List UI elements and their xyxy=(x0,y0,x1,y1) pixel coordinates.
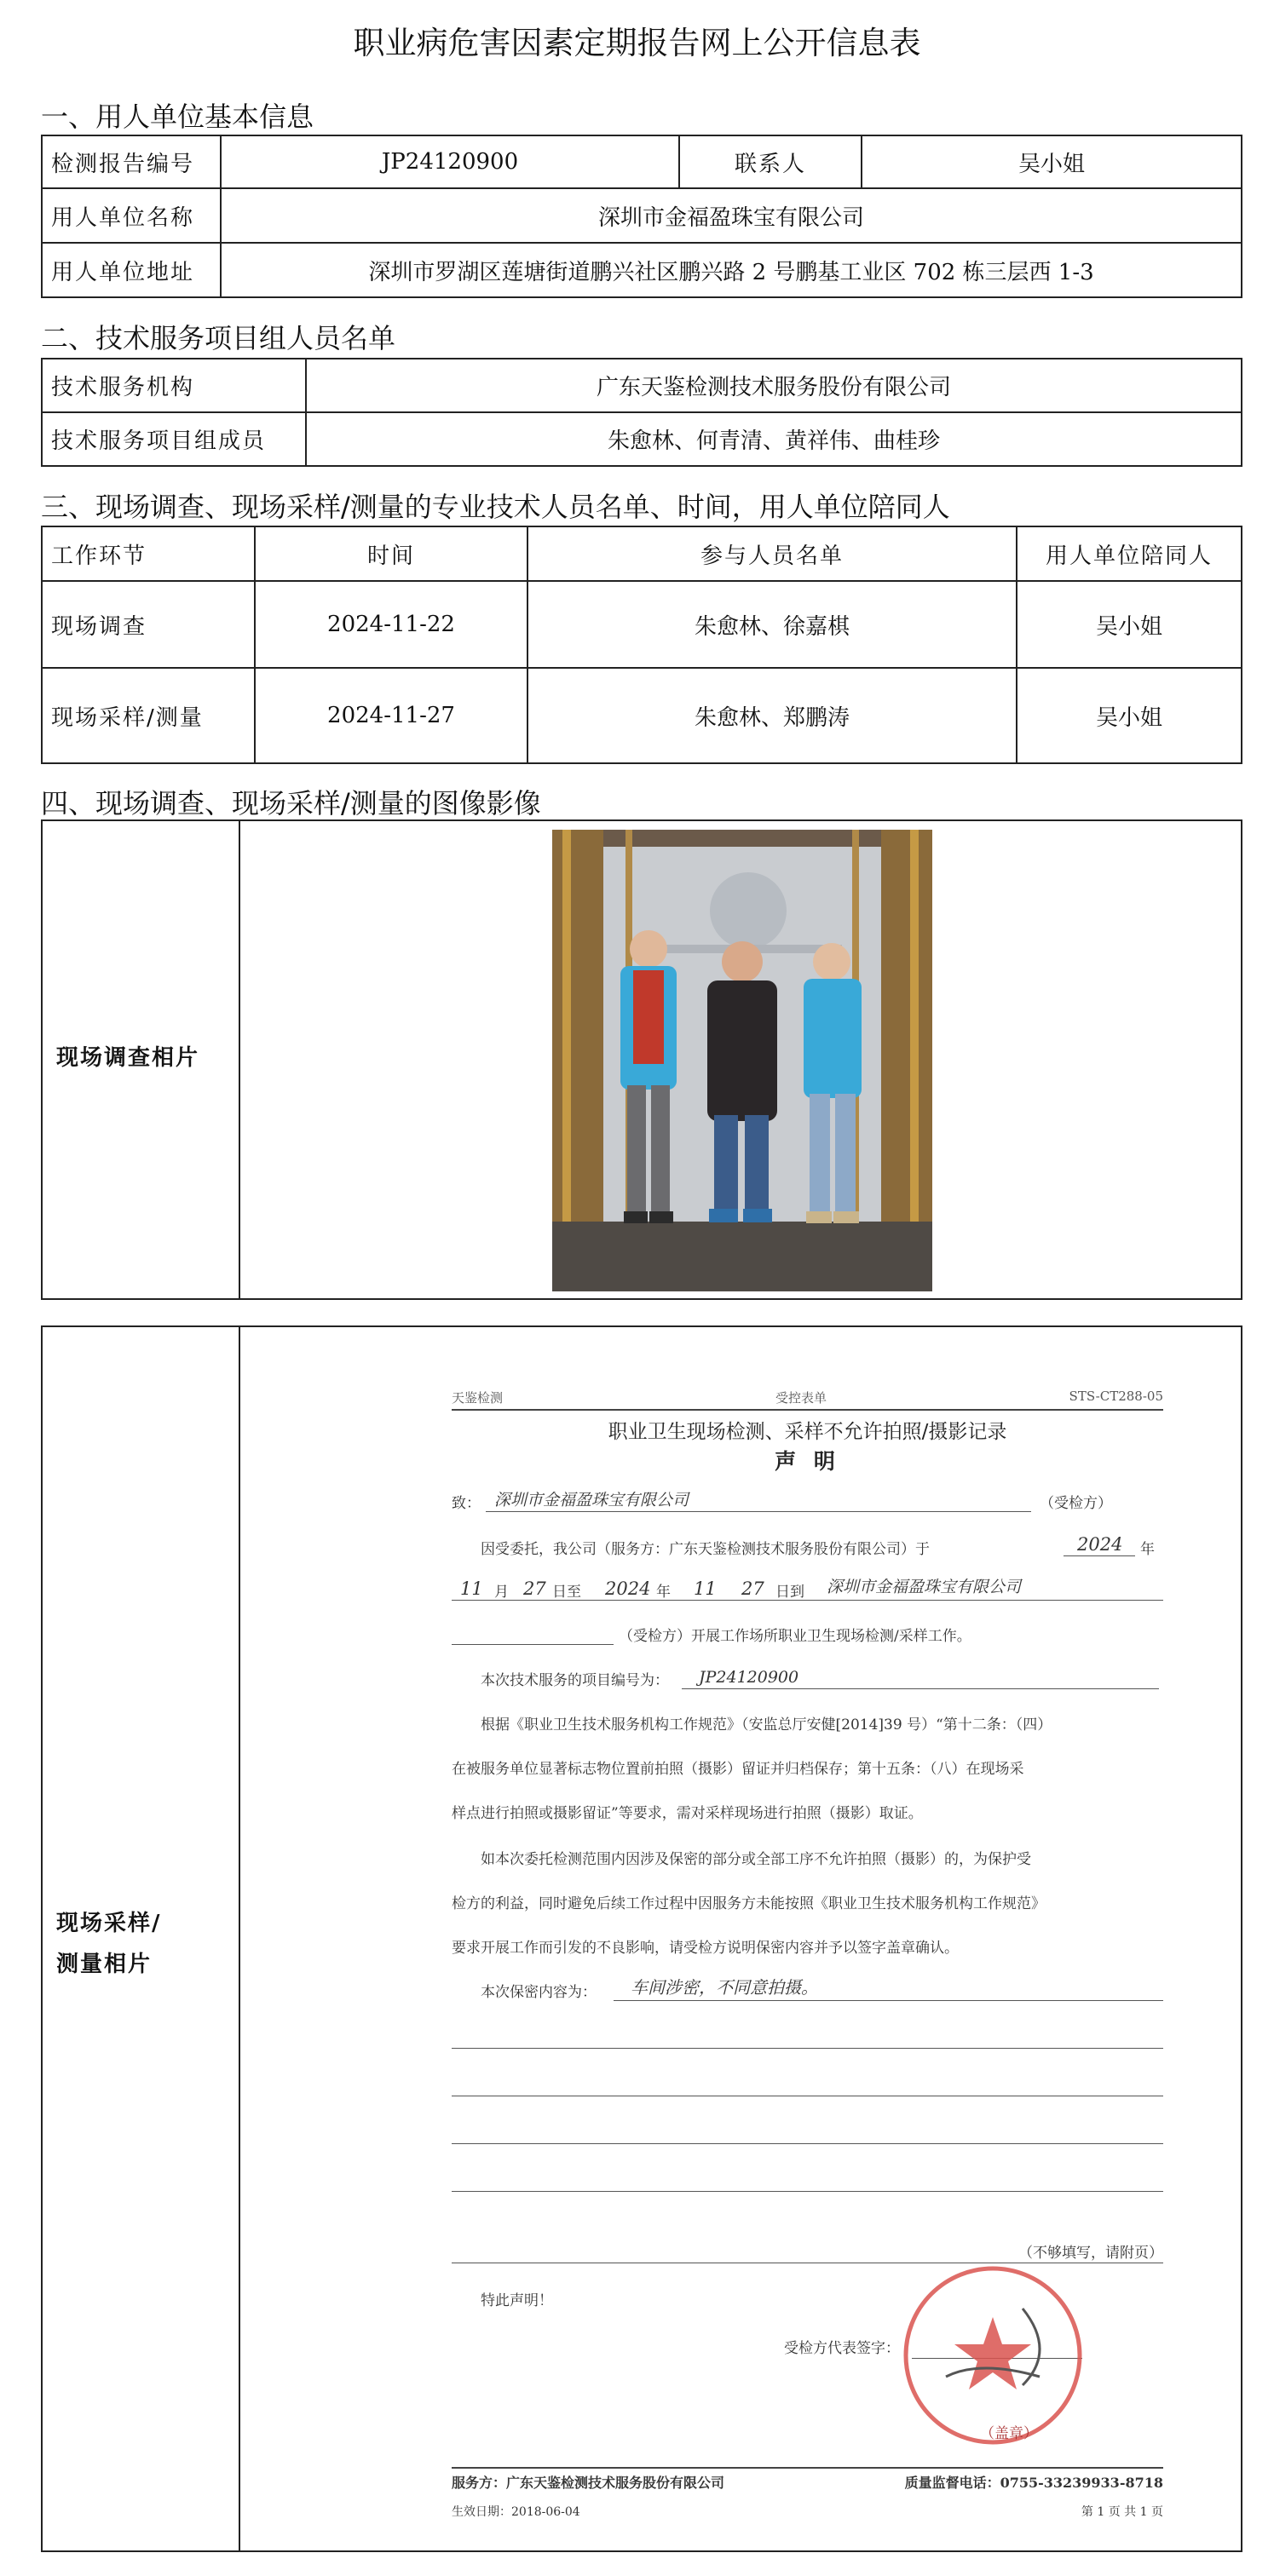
effective-date: 生效日期：2018-06-04 xyxy=(452,2505,580,2519)
table-row xyxy=(42,668,1242,763)
footer-right: 质量监督电话：0755-33239933-8718 xyxy=(904,2475,1163,2491)
org-value: 广东天鉴检测技术服务股份有限公司 xyxy=(306,359,1242,412)
form-title: 职业卫生现场检测、采样不允许拍照/摄影记录 xyxy=(608,1421,1007,1443)
day2-hand: 27 xyxy=(741,1578,764,1599)
place-handwritten: 深圳市金福盈珠宝有限公司 xyxy=(827,1578,1022,1596)
to-prefix: 致： xyxy=(452,1495,481,1512)
p4-a: 如本次委托检测范围内因涉及保密的部分或全部工序不允许拍照（摄影）的，为保护受 xyxy=(481,1851,1031,1868)
table-row xyxy=(42,581,1242,668)
secret-line-5 xyxy=(452,2191,1163,2192)
sampling-photo-label-cell xyxy=(43,1327,240,2550)
secret-handwritten: 车间涉密，不同意拍摄。 xyxy=(631,1977,818,1998)
personnel-table xyxy=(41,526,1242,764)
p1-b: 年 xyxy=(1140,1541,1155,1558)
p5: 本次保密内容为： xyxy=(481,1984,597,2001)
section1-heading: 一、用人单位基本信息 xyxy=(41,101,314,133)
address-value: 深圳市罗湖区莲塘街道鹏兴社区鹏兴路 2 号鹏基工业区 702 栋三层西 1-3 xyxy=(221,243,1242,297)
month2-hand: 11 xyxy=(694,1578,717,1599)
survey-photo-box xyxy=(41,819,1242,1300)
p2: 本次技术服务的项目编号为： xyxy=(481,1672,669,1689)
p4-b: 检方的利益，同时避免后续工作过程中因服务方未能按照《职业卫生技术服务机构工作规范》 xyxy=(452,1895,1046,1912)
section2-heading: 二、技术服务项目组人员名单 xyxy=(41,322,396,354)
sampling-photo-box xyxy=(41,1325,1242,2552)
members-value: 朱愈林、何青清、黄祥伟、曲桂珍 xyxy=(306,412,1242,466)
p1-d: 日至 xyxy=(552,1584,581,1601)
basic-info-table xyxy=(41,135,1242,298)
address-label: 用人单位地址 xyxy=(42,243,221,297)
form-note: （不够填写，请附页） xyxy=(1018,2245,1163,2262)
company-label: 用人单位名称 xyxy=(42,188,221,243)
report-no-value: JP24120900 xyxy=(221,135,679,188)
form-header-left: 天鉴检测 xyxy=(452,1390,504,1406)
p1-e: 年 xyxy=(656,1584,671,1601)
form-subtitle: 声 明 xyxy=(775,1449,840,1474)
section4-heading: 四、现场调查、现场采样/测量的图像影像 xyxy=(41,787,541,819)
escort-cell: 吴小姐 xyxy=(1017,581,1242,668)
page-number: 第 1 页 共 1 页 xyxy=(1081,2505,1163,2519)
p3-b: 在被服务单位显著标志物位置前拍照（摄影）留证并归档保存；第十五条：（八）在现场采 xyxy=(452,1761,1024,1778)
col-people: 参与人员名单 xyxy=(527,526,1017,581)
year1-line xyxy=(1064,1555,1135,1556)
form-header-mid: 受控表单 xyxy=(775,1390,827,1406)
p4-c: 要求开展工作而引发的不良影响，请受检方说明保密内容并予以签字盖章确认。 xyxy=(452,1940,959,1957)
date-cell: 2024-11-22 xyxy=(255,581,527,668)
report-no-label: 检测报告编号 xyxy=(42,135,221,188)
secret-line-4 xyxy=(452,2143,1163,2144)
section3-heading: 三、现场调查、现场采样/测量的专业技术人员名单、时间，用人单位陪同人 xyxy=(41,491,950,523)
people-cell: 朱愈林、徐嘉棋 xyxy=(527,581,1017,668)
p3-a: 根据《职业卫生技术服务机构工作规范》（安监总厅安健[2014]39 号）“第十二条：（四） xyxy=(481,1716,1052,1734)
day1-hand: 27 xyxy=(523,1578,546,1599)
secret-line-2 xyxy=(452,2048,1163,2049)
seal-label: （盖章） xyxy=(980,2425,1038,2442)
form-header xyxy=(452,1385,1163,1411)
org-label: 技术服务机构 xyxy=(42,359,306,412)
sampling-photo-label-1: 现场采样/ xyxy=(56,1911,162,1936)
declaration-form xyxy=(242,1327,1239,2550)
stage-cell: 现场采样/测量 xyxy=(42,668,255,763)
footer-line xyxy=(452,2467,1163,2469)
p1-f: 日到 xyxy=(775,1584,804,1601)
date-line xyxy=(452,1600,1163,1601)
footer-left: 服务方：广东天鉴检测技术服务股份有限公司 xyxy=(452,2475,725,2491)
secret-line-1 xyxy=(614,2000,1163,2001)
to-handwritten: 深圳市金福盈珠宝有限公司 xyxy=(494,1491,689,1509)
contact-value: 吴小姐 xyxy=(862,135,1242,188)
contact-label: 联系人 xyxy=(679,135,862,188)
date-cell: 2024-11-27 xyxy=(255,668,527,763)
sampling-photo-label-2: 测量相片 xyxy=(56,1952,153,1977)
p1-a: 因受委托，我公司（服务方：广东天鉴检测技术服务股份有限公司）于 xyxy=(481,1541,930,1558)
survey-photo-label: 现场调查相片 xyxy=(56,1045,200,1071)
company-value: 深圳市金福盈珠宝有限公司 xyxy=(221,188,1242,243)
survey-photo xyxy=(552,830,932,1291)
year1-hand: 2024 xyxy=(1077,1534,1123,1555)
survey-photo-label-cell xyxy=(43,821,240,1298)
col-escort: 用人单位陪同人 xyxy=(1017,526,1242,581)
team-table xyxy=(41,358,1242,467)
month1-hand: 11 xyxy=(460,1578,483,1599)
members-label: 技术服务项目组成员 xyxy=(42,412,306,466)
project-no-hand: JP24120900 xyxy=(699,1668,799,1687)
p1-g: （受检方）开展工作场所职业卫生现场检测/采样工作。 xyxy=(619,1628,971,1645)
to-suffix: （受检方） xyxy=(1040,1495,1112,1512)
sign-label: 受检方代表签字： xyxy=(784,2340,900,2357)
p3-c: 样点进行拍照或摄影留证”等要求，需对采样现场进行拍照（摄影）取证。 xyxy=(452,1805,923,1822)
project-no-line xyxy=(682,1688,1159,1689)
col-date: 时间 xyxy=(255,526,527,581)
to-line xyxy=(486,1511,1031,1512)
blank-line xyxy=(452,1644,614,1645)
form-header-right: STS-CT288-05 xyxy=(1069,1389,1163,1404)
col-stage: 工作环节 xyxy=(42,526,255,581)
p6: 特此声明！ xyxy=(481,2292,553,2309)
stage-cell: 现场调查 xyxy=(42,581,255,668)
p1-c: 月 xyxy=(494,1584,509,1601)
people-cell: 朱愈林、郑鹏涛 xyxy=(527,668,1017,763)
escort-cell: 吴小姐 xyxy=(1017,668,1242,763)
year2-hand: 2024 xyxy=(605,1578,651,1599)
page-title: 职业病危害因素定期报告网上公开信息表 xyxy=(353,25,921,61)
